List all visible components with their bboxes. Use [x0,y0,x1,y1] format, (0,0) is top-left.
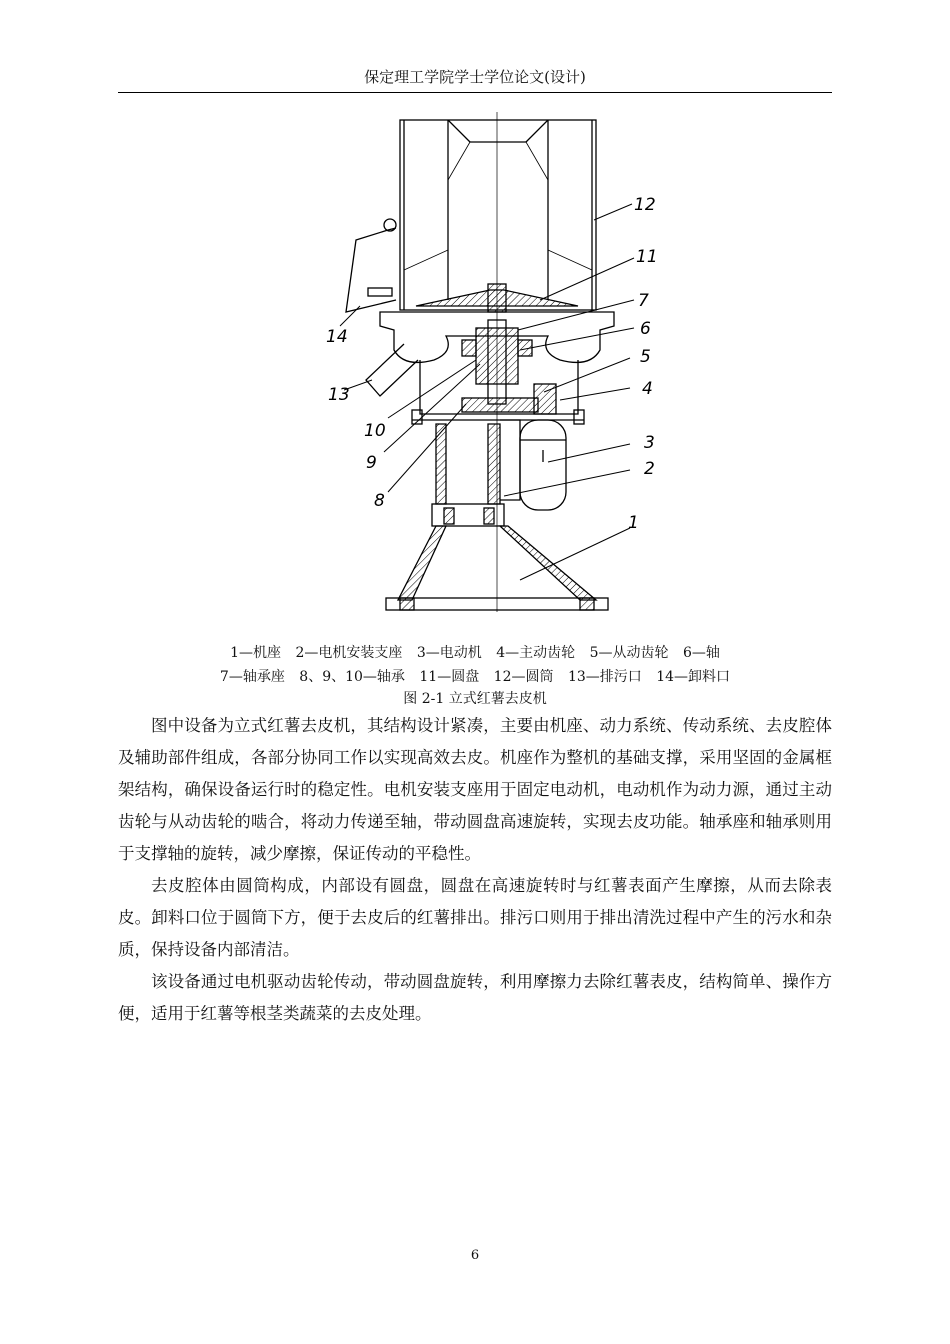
paragraph: 该设备通过电机驱动齿轮传动，带动圆盘旋转，利用摩擦力去除红薯表皮，结构简单、操作方便，适用于红薯等根茎类蔬菜的去皮处理。 [118,972,832,1023]
callout-6: 6 [640,319,651,339]
callout-11: 11 [636,247,658,267]
legend-item: 3—电动机 [416,645,482,661]
legend-item: 1—机座 [230,645,282,661]
legend-item: 14—卸料口 [656,669,731,685]
base [398,526,446,600]
legend-item: 12—圆筒 [493,669,554,685]
callout-9: 9 [366,453,377,473]
figure-legend-line-1 [118,642,832,662]
legend-item: 8、9、10—轴承 [299,669,405,685]
callout-13: 13 [328,385,350,405]
legend-item: 2—电机安装支座 [295,645,403,661]
legend-item: 13—排污口 [567,669,642,685]
driven-gear [462,398,538,412]
callout-10: 10 [364,421,386,441]
legend-item: 5—从动齿轮 [589,645,669,661]
paragraph: 去皮腔体由圆筒构成，内部设有圆盘，圆盘在高速旋转时与红薯表面产生摩擦，从而去除表皮。卸料口位于圆筒下方，便于去皮后的红薯排出。排污口则用于排出清洗过程中产生的污水和杂质，保持设备内部清洁。 [118,876,832,959]
running-header [118,66,832,93]
legend-item: 11—圆盘 [419,669,480,685]
callout-12: 12 [634,195,656,215]
legend-item: 7—轴承座 [219,669,285,685]
body-text [118,710,832,1030]
callout-4: 4 [642,379,653,399]
callout-8: 8 [374,491,385,511]
paragraph: 图中设备为立式红薯去皮机，其结构设计紧凑，主要由机座、动力系统、传动系统、去皮腔体及辅助部件组成，各部分协同工作以实现高效去皮。机座作为整机的基础支撑，采用坚固的金属框架结构，确保设备运行时的稳定性。电机安装支座用于固定电动机，电动机作为动力源，通过主动齿轮与从动齿轮的啮合，将动力传递至轴，带动圆盘高速旋转，实现去皮功能。轴承座和轴承则用于支撑轴的旋转，减少摩擦，保证传动的平稳性。 [118,716,832,863]
legend-item: 6—轴 [682,645,720,661]
callout-2: 2 [644,459,655,479]
legend-item: 4—主动齿轮 [496,645,576,661]
motor [520,420,566,510]
peeler-drawing [300,112,680,622]
figure-caption: 图 2-1 立式红薯去皮机 [403,691,547,707]
page-number: 6 [470,1248,480,1263]
callout-3: 3 [644,433,655,453]
callout-1: 1 [628,513,639,533]
callout-5: 5 [640,347,651,367]
header-title: 保定理工学院学士学位论文(设计) [364,68,586,86]
cylinder-outline [400,120,596,310]
figure-legend-line-2 [118,666,832,686]
callout-14: 14 [326,327,348,347]
callout-7: 7 [638,291,649,311]
